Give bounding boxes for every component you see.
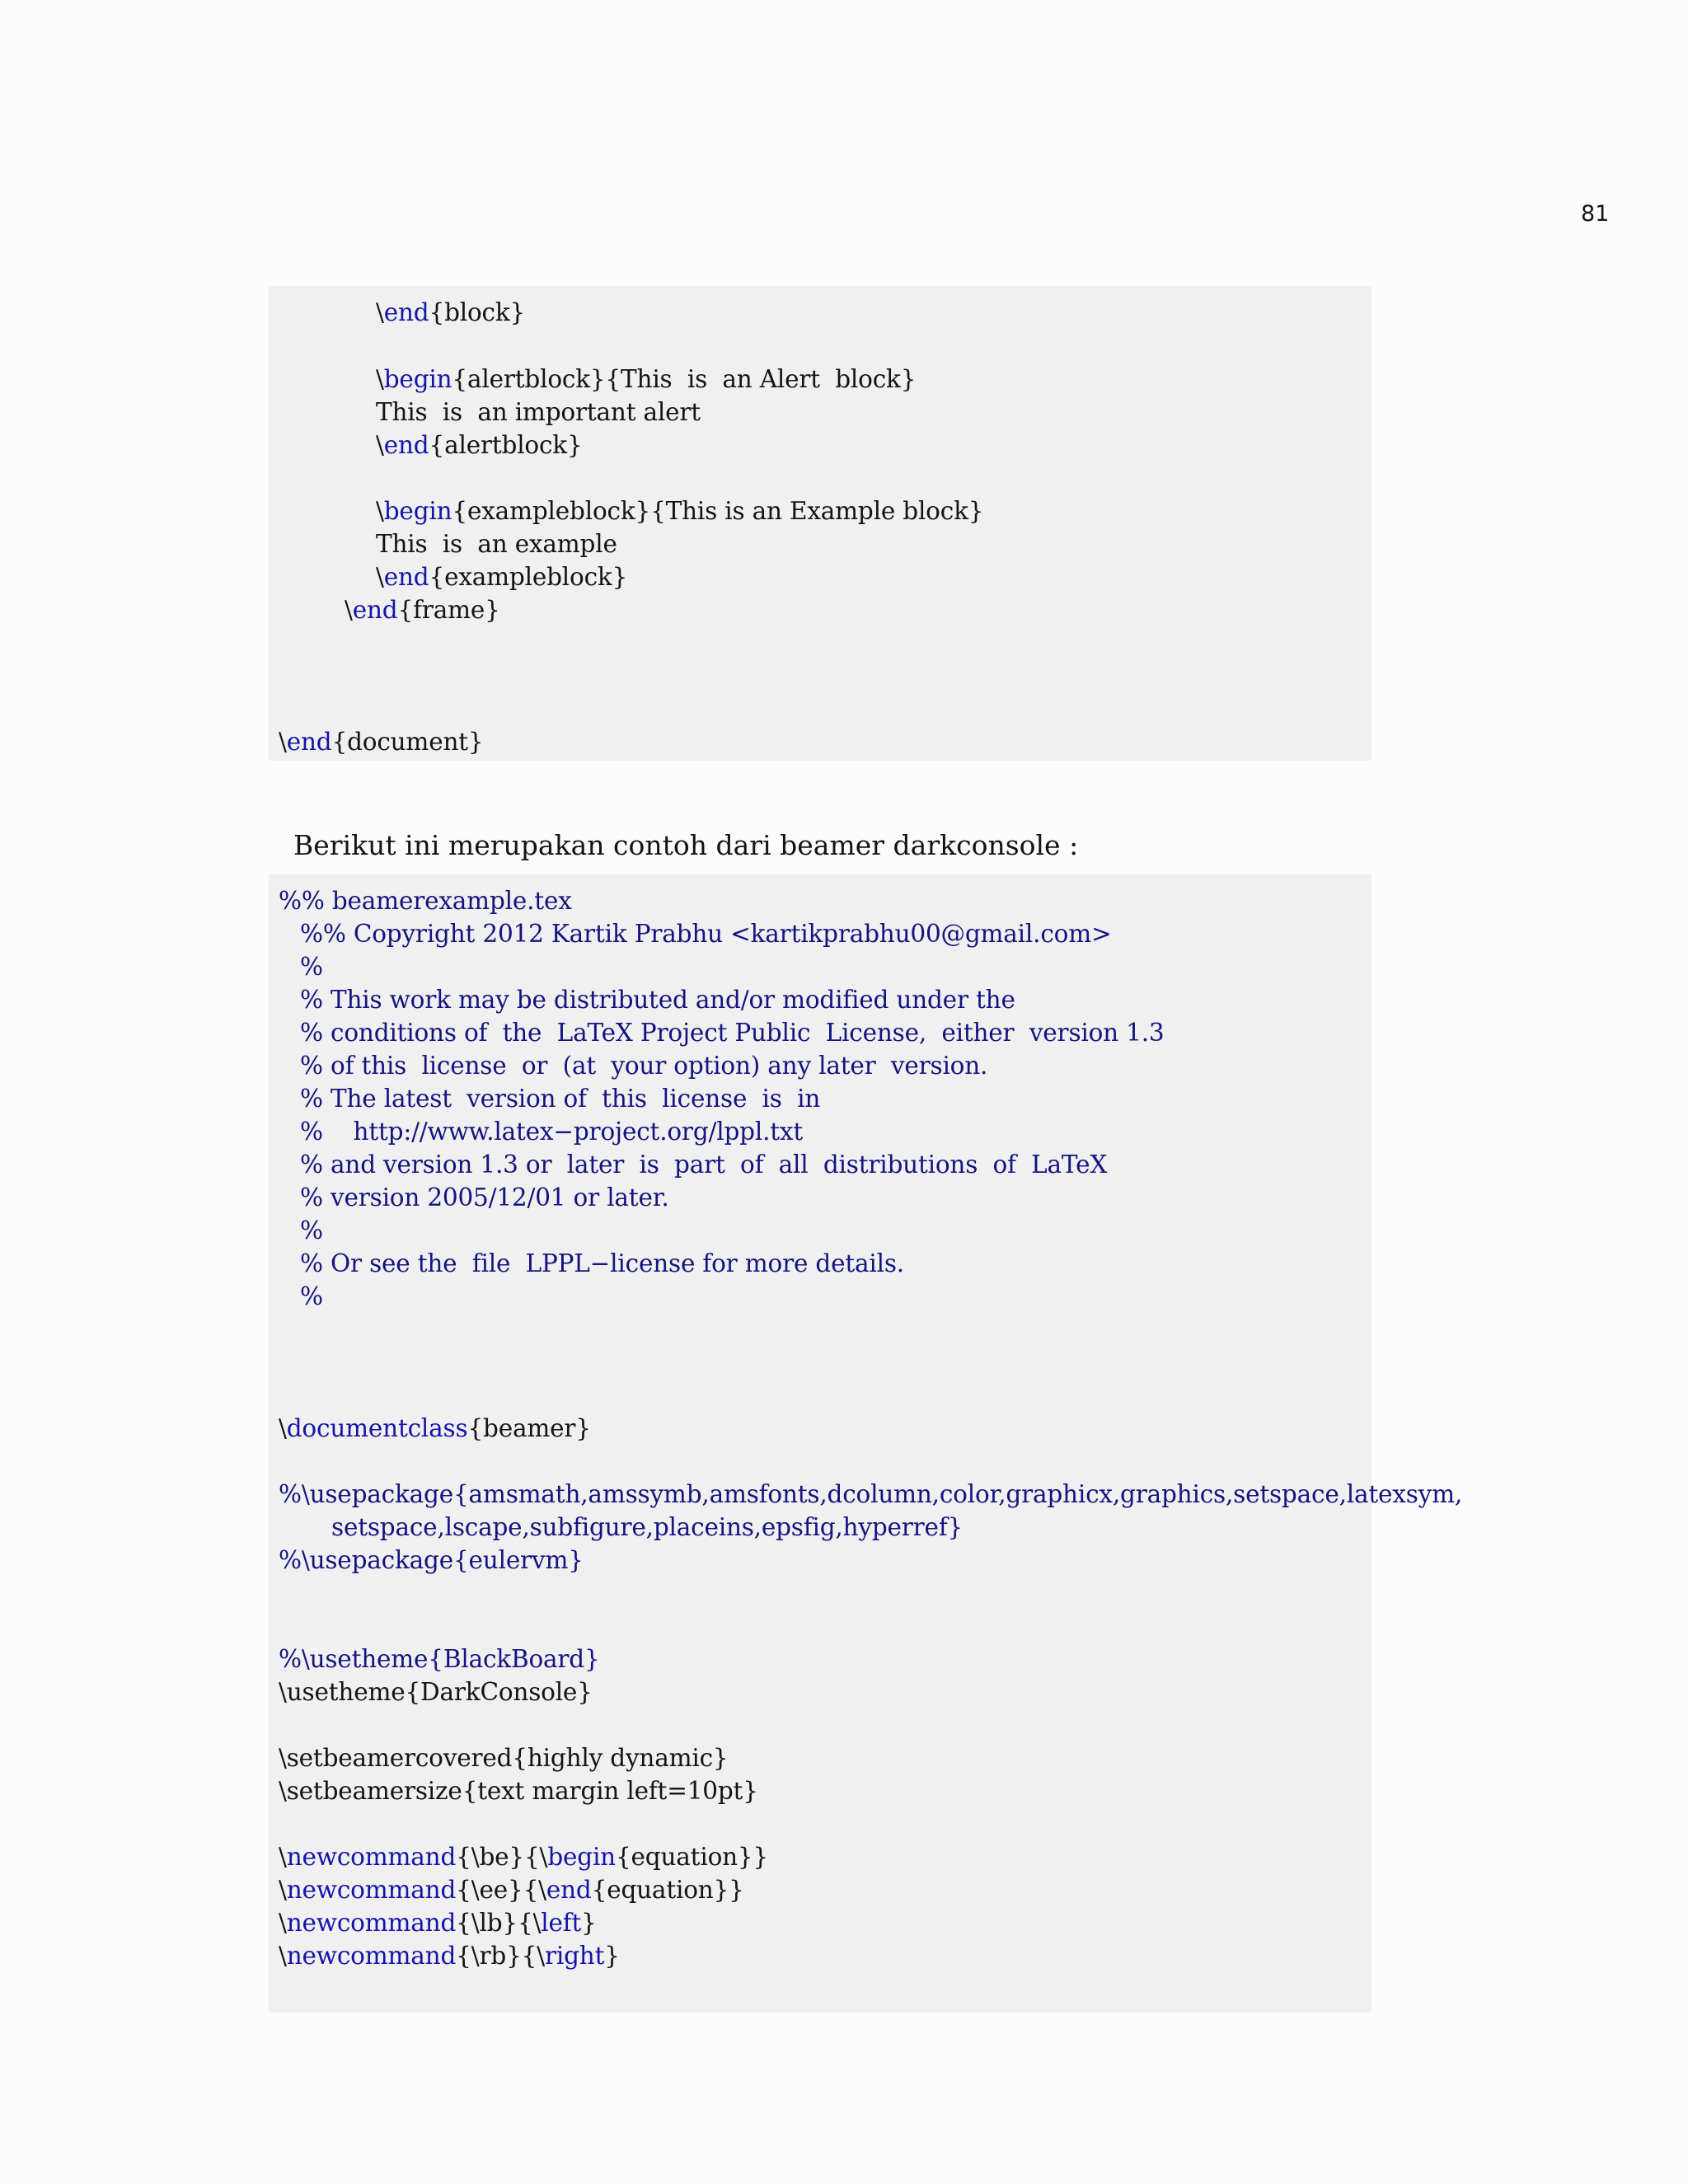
code_block_2-line bbox=[300, 1049, 987, 1082]
code_block_2-line bbox=[279, 1939, 620, 1972]
code-text: \ bbox=[279, 1876, 287, 1904]
code-comment: %% beamerexample.tex bbox=[279, 887, 572, 915]
code_block_2-line bbox=[279, 1840, 768, 1873]
code_block_2-line bbox=[300, 1115, 803, 1148]
code-comment: % bbox=[300, 953, 323, 981]
code-text: {beamer} bbox=[467, 1414, 591, 1442]
code-keyword: documentclass bbox=[286, 1414, 468, 1442]
code-comment: %\usepackage{amsmath,amssymb,amsfonts,dcolumn,color,graphicx,graphics,setspace,latexsym, bbox=[279, 1480, 1463, 1508]
code-text: \ bbox=[279, 1942, 287, 1970]
code-comment: % conditions of the LaTeX Project Public License, either version 1.3 bbox=[300, 1019, 1165, 1047]
code_block_2-line bbox=[300, 1016, 1164, 1049]
code-keyword: end bbox=[383, 298, 429, 326]
code-keyword: end bbox=[286, 728, 332, 756]
code_block_1-line bbox=[376, 363, 916, 396]
intro-paragraph: Berikut ini merupakan contoh dari beamer darkconsole : bbox=[293, 829, 1079, 861]
code-text: \ bbox=[376, 497, 384, 525]
code_block_2-line bbox=[279, 1544, 584, 1577]
code_block_2-line bbox=[300, 983, 1015, 1016]
code-text: \ bbox=[376, 298, 384, 326]
code-comment: % bbox=[300, 1216, 323, 1244]
code-keyword: left bbox=[541, 1909, 582, 1937]
code-text: {\lb}{\ bbox=[456, 1909, 542, 1937]
code-comment: % version 2005/12/01 or later. bbox=[300, 1183, 669, 1212]
code-text: \setbeamercovered{highly dynamic} bbox=[279, 1744, 729, 1772]
code-keyword: end bbox=[352, 596, 398, 624]
code_block_2-line bbox=[279, 1741, 729, 1774]
code-comment: % Or see the file LPPL−license for more details. bbox=[300, 1249, 904, 1277]
code-text: {alertblock} bbox=[429, 431, 583, 459]
code-keyword: begin bbox=[383, 365, 452, 393]
code-text: This is an example bbox=[376, 530, 617, 558]
code-text: {exampleblock} bbox=[429, 563, 628, 591]
code-block-1 bbox=[269, 286, 1372, 761]
code-comment: % The latest version of this license is in bbox=[300, 1085, 821, 1113]
code-text: {document} bbox=[331, 728, 484, 756]
code-text: } bbox=[581, 1909, 597, 1937]
code_block_2-line bbox=[279, 1774, 758, 1807]
code-text: This is an important alert bbox=[376, 398, 701, 426]
code-text: \ bbox=[279, 1909, 287, 1937]
code-keyword: end bbox=[546, 1876, 592, 1904]
code-text: \ bbox=[279, 1843, 287, 1871]
code-comment: % This work may be distributed and/or modified under the bbox=[300, 986, 1015, 1014]
code_block_1-line bbox=[279, 725, 484, 758]
code_block_2-line bbox=[279, 1478, 1462, 1511]
code_block_1-line bbox=[376, 494, 983, 527]
code-comment: % http://www.latex−project.org/lppl.txt bbox=[300, 1118, 804, 1146]
code_block_1-line bbox=[376, 429, 583, 462]
code-keyword: end bbox=[383, 431, 429, 459]
code-text: \usetheme{DarkConsole} bbox=[279, 1678, 593, 1706]
code_block_2-line bbox=[279, 1873, 744, 1906]
code-comment: %% Copyright 2012 Kartik Prabhu <kartikprabhu00@gmail.com> bbox=[300, 920, 1112, 948]
code_block_2-line bbox=[300, 1214, 323, 1247]
code-comment: %\usetheme{BlackBoard} bbox=[279, 1645, 600, 1673]
code_block_2-line bbox=[300, 950, 323, 983]
code_block_2-line bbox=[300, 917, 1112, 950]
code_block_2-line bbox=[300, 1082, 820, 1115]
code-keyword: begin bbox=[547, 1843, 616, 1871]
code-text: {equation}} bbox=[615, 1843, 769, 1871]
code_block_1-line bbox=[376, 296, 525, 329]
code-keyword: newcommand bbox=[286, 1843, 457, 1871]
code_block_1-line bbox=[345, 593, 500, 626]
code-text: {frame} bbox=[397, 596, 500, 624]
code_block_2-line bbox=[279, 1643, 600, 1675]
code-text: {block} bbox=[429, 298, 526, 326]
code-text: \setbeamersize{text margin left=10pt} bbox=[279, 1777, 758, 1805]
code_block_2-line bbox=[279, 1906, 597, 1939]
code-block-2 bbox=[269, 874, 1463, 2013]
code-comment: % bbox=[300, 1282, 323, 1310]
code-text: \ bbox=[376, 365, 384, 393]
code-text: {equation}} bbox=[591, 1876, 744, 1904]
code_block_1-line bbox=[376, 560, 627, 593]
code-text: \ bbox=[279, 728, 287, 756]
code_block_2-line bbox=[279, 884, 572, 917]
code-text: {\rb}{\ bbox=[456, 1942, 545, 1970]
page-number: 81 bbox=[1581, 201, 1610, 227]
code_block_2-line bbox=[300, 1247, 904, 1280]
code-keyword: end bbox=[383, 563, 429, 591]
code_block_2-line bbox=[300, 1280, 323, 1313]
code-text: } bbox=[604, 1942, 620, 1970]
code-text: {\ee}{\ bbox=[456, 1876, 546, 1904]
code_block_1-line bbox=[376, 527, 617, 560]
code-keyword: right bbox=[544, 1942, 605, 1970]
code-text: \ bbox=[376, 563, 384, 591]
code-text: \ bbox=[345, 596, 353, 624]
code-text: {alertblock}{This is an Alert block} bbox=[452, 365, 917, 393]
code-text: {\be}{\ bbox=[456, 1843, 548, 1871]
code-keyword: newcommand bbox=[286, 1876, 457, 1904]
code-keyword: begin bbox=[383, 497, 452, 525]
code_block_1-line bbox=[376, 396, 701, 429]
code-keyword: newcommand bbox=[286, 1909, 457, 1937]
code_block_2-line bbox=[279, 1412, 591, 1445]
code-comment: setspace,lscape,subfigure,placeins,epsfig,hyperref} bbox=[331, 1513, 964, 1541]
code-comment: % of this license or (at your option) any later version. bbox=[300, 1052, 988, 1080]
code_block_2-line bbox=[279, 1675, 593, 1708]
code-keyword: newcommand bbox=[286, 1942, 457, 1970]
code-comment: % and version 1.3 or later is part of all distributions of LaTeX bbox=[300, 1151, 1108, 1179]
code_block_2-line bbox=[331, 1511, 963, 1544]
code-text: \ bbox=[376, 431, 384, 459]
code_block_2-line bbox=[300, 1148, 1107, 1181]
code-text: \ bbox=[279, 1414, 287, 1442]
code_block_2-line bbox=[300, 1181, 669, 1214]
code-text: {exampleblock}{This is an Example block} bbox=[452, 497, 984, 525]
code-comment: %\usepackage{eulervm} bbox=[279, 1546, 584, 1574]
